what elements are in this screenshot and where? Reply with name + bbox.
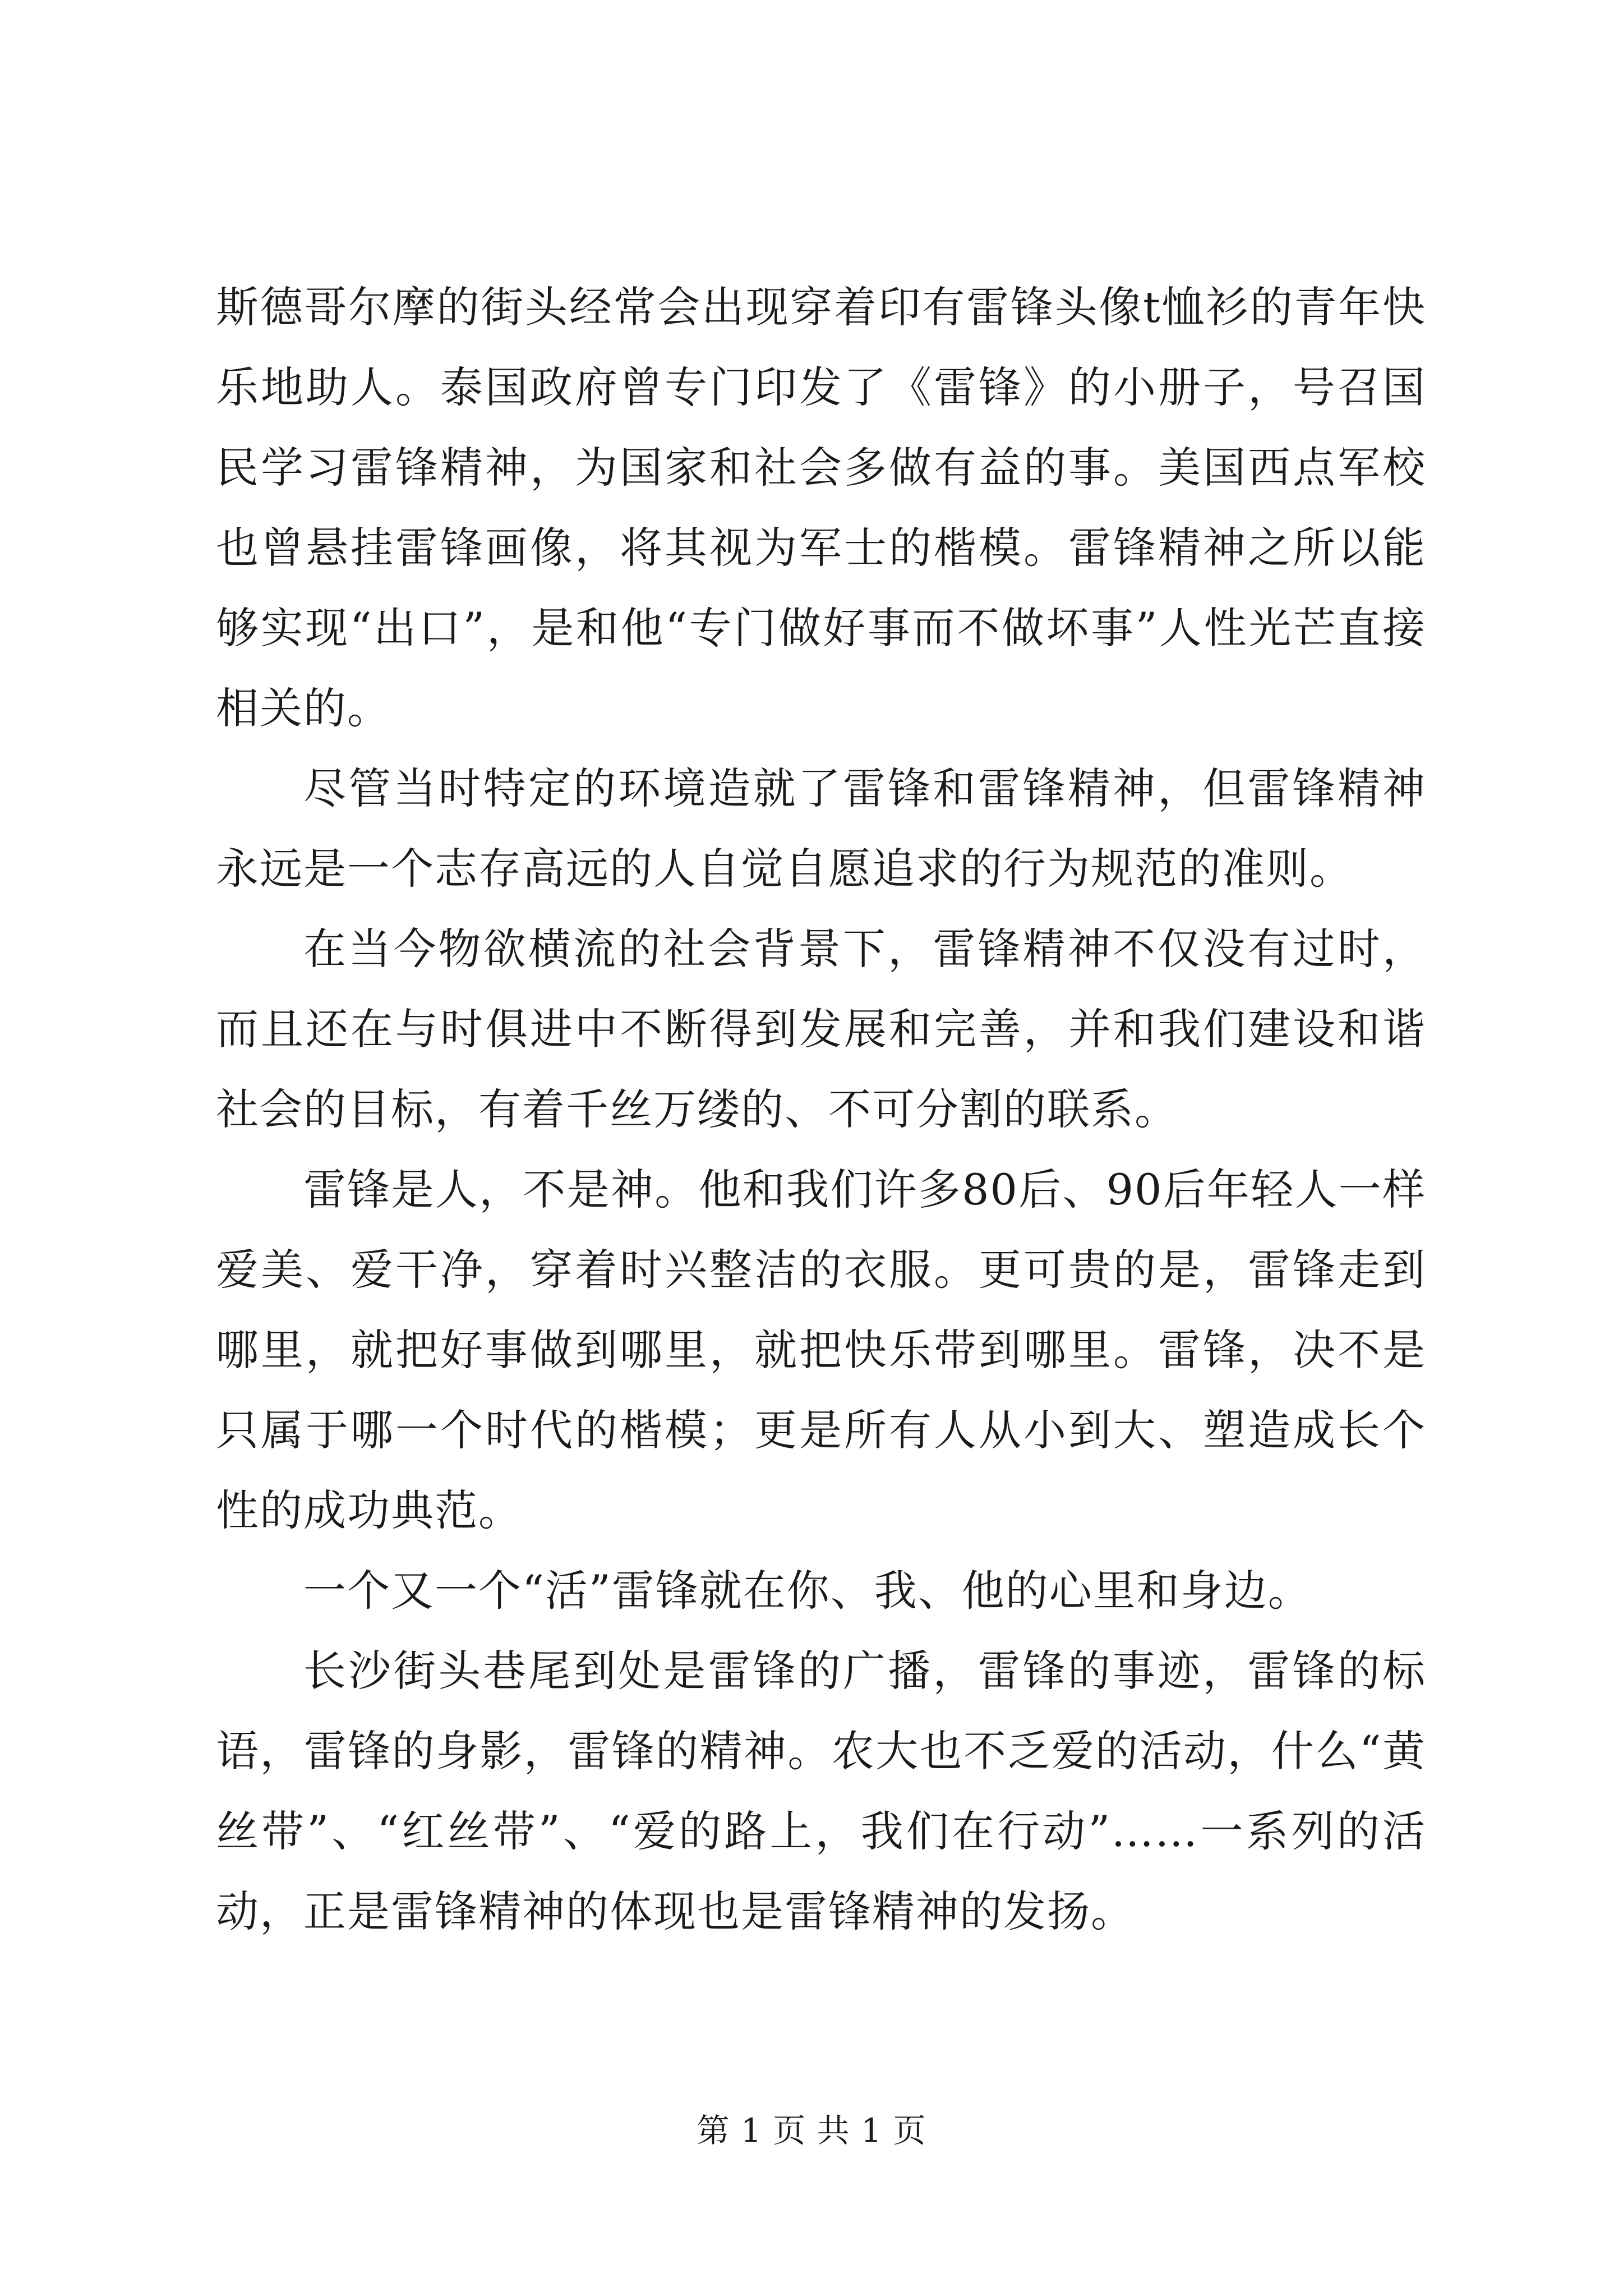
document-body	[216, 267, 1426, 1952]
paragraph: 雷锋是人，不是神。他和我们许多80后、90后年轻人一样爱美、爱干净，穿着时兴整洁的衣服。更可贵的是，雷锋走到哪里，就把好事做到哪里，就把快乐带到哪里。雷锋，决不是只属于哪一个时代的楷模；更是所有人从小到大、塑造成长个性的成功典范。	[216, 1165, 1426, 1535]
paragraph-continued: 斯德哥尔摩的街头经常会出现穿着印有雷锋头像t恤衫的青年快乐地助人。泰国政府曾专门印发了《雷锋》的小册子，号召国民学习雷锋精神，为国家和社会多做有益的事。美国西点军校也曾悬挂雷锋画像，将其视为军士的楷模。雷锋精神之所以能够实现“出口”，是和他“专门做好事而不做坏事”人性光芒直接相关的。	[216, 282, 1426, 733]
page-number-footer: 第 1 页 共 1 页	[697, 2111, 926, 2150]
paragraph: 在当今物欲横流的社会背景下，雷锋精神不仅没有过时，而且还在与时俱进中不断得到发展和完善，并和我们建设和谐社会的目标，有着千丝万缕的、不可分割的联系。	[216, 924, 1426, 1134]
paragraph: 长沙街头巷尾到处是雷锋的广播，雷锋的事迹，雷锋的标语，雷锋的身影，雷锋的精神。农大也不乏爱的活动，什么“黄丝带”、“红丝带”、“爱的路上，我们在行动”……一系列的活动，正是雷锋精神的体现也是雷锋精神的发扬。	[216, 1646, 1426, 1936]
paragraph: 一个又一个“活”雷锋就在你、我、他的心里和身边。	[303, 1566, 1312, 1616]
paragraph: 尽管当时特定的环境造就了雷锋和雷锋精神，但雷锋精神永远是一个志存高远的人自觉自愿追求的行为规范的准则。	[216, 763, 1426, 894]
